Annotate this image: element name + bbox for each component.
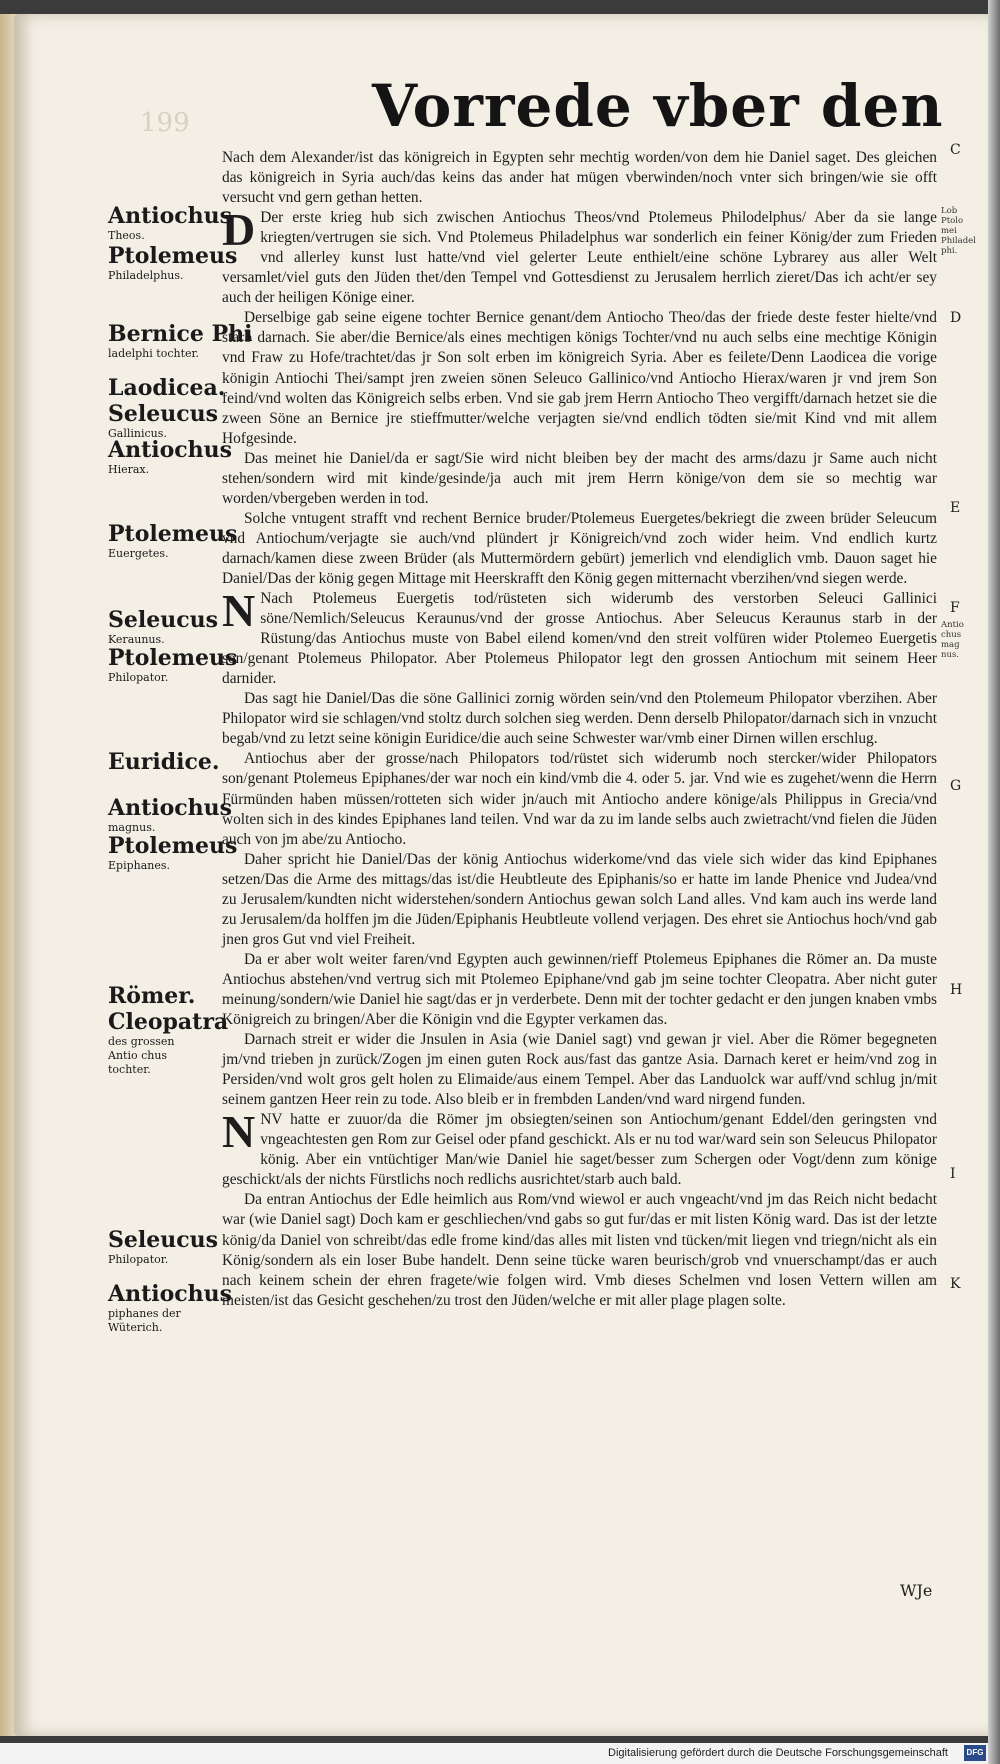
gloss-name: Cleopatra — [108, 1009, 229, 1035]
section-letter: K — [950, 1276, 961, 1292]
margin-gloss — [108, 984, 195, 1009]
gloss-name: Ptolemeus — [108, 833, 238, 859]
section-letter: I — [950, 1166, 956, 1182]
gloss-note: Epiphanes. — [108, 859, 171, 872]
gloss-name: Antiochus — [108, 437, 233, 463]
margin-gloss — [108, 322, 252, 361]
paragraph: Das sagt hie Daniel/Das die söne Gallinici zornig wörden sein/vnd den Ptolemeum Philopator vberzihen. Aber Philopator wird sie schlagen/vnd stoltz durch solchen sieg werden. Denn derselb Philopator/darnach sich in vnzucht begab/vnd zu letzt seine königin Euridice/die auch seine Schwester war/vmb einer Dirnen willen erschlug. — [222, 690, 937, 748]
paragraph: Derselbige gab seine eigene tochter Bernice genant/dem Antiocho Theo/das der friede deste fester hielte/vnd starb darnach. Sie aber/die Bernice/als eines mechtigen königs Tochter/vnd nu auch selbs eine mechtige Königin vnd Fraw zu Hofe/trachtet/das jr Son solt erben im königreich Syria. Aber es feilete/Denn Laodicea die vorige königin Antiochi Thei/sampt jren zweien sönen Seleuco Gallinico/vnd Antiocho Hierax/waren jr vnd jrem Son feind/vnd wolten das Königreich selbs erben. Vnd sie gab jrem Herrn Antiocho Theo vergifft/darnach hetzet sie die zween Söne an Bernice jre stieffmutter/welche verjagten sie/vnd endlich tödten sie/mit Kind vnd mit allem Hofgesinde. — [222, 309, 937, 447]
paragraph: Nach dem Alexander/ist das königreich in Egypten sehr mechtig worden/von dem hie Daniel saget. Des gleichen das königreich in Syria auch/das keins das ander hat mügen vberwinden/noch vnter sich bringen/wie sie offt versucht vnd gern gethan hetten. — [222, 149, 937, 207]
main-text — [222, 148, 937, 1311]
paragraph: Solche vntugent strafft vnd rechent Bernice bruder/Ptolemeus Euergetes/bekriegt die zween brüder Seleucum vnd Antiochum/verjagte sie auch/vnd plündert jr Königreich/vnd zoch wider heim. Vnd endlich kurtz darnach/kamen diese zween Brüder (als Muttermördern gebürt) jemerlich vnd elendiglich vmb. Dauon saget hie Daniel/Das der könig gegen Mittage mit Heerskrafft den König gegen mitternacht vberzihen/vnd siegen werde. — [222, 509, 937, 587]
margin-gloss — [108, 376, 225, 401]
gloss-note: Theos. — [108, 229, 145, 242]
gloss-note: Euergetes. — [108, 547, 169, 560]
page-edge — [988, 0, 1000, 1764]
gloss-name: Antiochus — [108, 1281, 233, 1307]
paragraph-text: NV hatte er zuuor/da die Römer jm obsiegten/seinen son Antiochum/genant Eddel/den geringsten vnd vngeachtesten gen Rom zur Geisel oder pfand geschickt. Als er nu tod war/ward sein son Seleucus Philopator könig. Aber ein vntüchtiger Man/wie Daniel hie saget/besser zum Schergen oder Vogt/denn zum könige geschickt/als der nichts Fürstlichs noch redlichs ausrichtet/starb auch bald. — [222, 1111, 937, 1189]
gloss-name: Bernice Phi — [108, 321, 253, 347]
margin-note-right: Lob Ptolo mei Philadel phi. — [941, 206, 976, 256]
page-title: Vorrede vber den — [372, 72, 944, 140]
gloss-note: magnus. — [108, 821, 156, 834]
drop-cap: N — [222, 1106, 256, 1158]
gloss-name: Euridice. — [108, 749, 220, 775]
margin-note-right: Antio chus mag nus. — [941, 620, 964, 660]
paragraph: Das meinet hie Daniel/da er sagt/Sie wird nicht bleiben bey der macht des arms/dazu jr Same auch nicht stehen/sondern wird mit kinde/gesinde/ja auch mit jrem Herrn könige/von dem sie so mechtig war worden/vbergeben werden in tod. — [222, 449, 937, 507]
gloss-name: Ptolemeus — [108, 645, 238, 671]
gloss-note: Hierax. — [108, 463, 150, 476]
gloss-name: Ptolemeus — [108, 243, 238, 269]
gloss-note: Keraunus. — [108, 633, 165, 646]
dfg-logo: DFG — [964, 1745, 986, 1761]
paragraph: Da er aber wolt weiter faren/vnd Egypten auch gewinnen/rieff Ptolemeus Epiphanes die Römer an. Da muste Antiochus abstehen/vnd vertrug sich mit Ptolemeo Epiphane/vnd gab jm seine tochter Cleopatra. Aber nicht guter meinung/sondern/wie Daniel hie sagt/das er jn verderbete. Denn mit der tochter gedacht er den jungen knaben vmbs Königreich zu bringen/Aber die Königin vnd die Egypter verkamen das. — [222, 950, 938, 1029]
gloss-name: Seleucus — [108, 607, 219, 633]
margin-gloss — [108, 796, 232, 835]
paragraph: Darnach streit er wider die Jnsulen in Asia (wie Daniel sagt) vnd gewan jr viel. Aber die Römer begegneten jm/vnd trieben jn zurück/Zogen jm einen guten Rock aus/fast das gantze Asia. Darnach keret er heim/vnd zog in Persiden/vnd wolt gros gelt holen zu Elimaide/aus einem Tempel. Aber das Landuolck war auff/vnd schlug jn/mit seinem gantzen Heer rein zu tode. Also bleib er in frembden Landen/vnd ward nirgend funden. — [222, 1031, 937, 1109]
margin-gloss — [108, 438, 232, 477]
margin-gloss — [108, 834, 237, 873]
gloss-name: Seleucus — [108, 401, 219, 427]
paragraph: Da entran Antiochus der Edle heimlich aus Rom/vnd wiewol er auch vngeacht/vnd jm das Reich nicht bedacht war (wie Daniel sagt) Doch kam er geschliechen/vnd gabs so gut fur/das er mit listen König ward. Das ist der letzte könig/da Daniel von schreibt/das edle frome kind/das alles mit listen vnd tücken/mit liegen vnd triegn/nicht als ein König/sondern als ein loser Bube handelt. Denn seine tücke waren beurisch/grob vnd vnuerschampt/das er auch nach keinem schein der ehren fragete/wie folgen wird. Vmb dieses Schelmen vnd losen Vettern willen am meisten/ist das Gesicht geschehen/zu trost den Jüden/welche er mit aller plage plagen solte. — [222, 1191, 937, 1309]
margin-gloss — [108, 646, 237, 685]
margin-gloss — [108, 750, 220, 775]
catchword: WJe — [900, 1581, 933, 1600]
paragraph — [222, 1106, 937, 1190]
gloss-name: Seleucus — [108, 1227, 219, 1253]
margin-gloss — [108, 1281, 233, 1335]
margin-gloss — [108, 204, 232, 243]
gloss-note: des grossen Antio chus tochter. — [108, 1035, 175, 1076]
margin-gloss — [108, 1228, 218, 1267]
section-letter: E — [950, 500, 961, 516]
paragraph — [222, 204, 937, 308]
drop-cap: N — [222, 585, 256, 637]
gloss-name: Antiochus — [108, 203, 233, 229]
section-letter: G — [950, 778, 962, 794]
gloss-note: piphanes der Wüterich. — [108, 1307, 181, 1334]
margin-gloss — [108, 402, 218, 441]
gloss-note: Philopator. — [108, 671, 169, 684]
paragraph — [222, 585, 937, 689]
gloss-note: Gallinicus. — [108, 427, 167, 440]
gloss-name: Römer. — [108, 983, 196, 1009]
section-letter: F — [950, 600, 960, 616]
margin-gloss — [108, 608, 218, 647]
margin-gloss — [108, 244, 237, 283]
digitization-credit: Digitalisierung gefördert durch die Deutsche Forschungsgemeinschaft — [0, 1743, 988, 1764]
gloss-name: Antiochus — [108, 795, 233, 821]
gloss-note: Philadelphus. — [108, 269, 184, 282]
gloss-note: ladelphi tochter. — [108, 347, 200, 360]
drop-cap: D — [222, 204, 256, 256]
gloss-name: Ptolemeus — [108, 521, 238, 547]
section-letter: D — [950, 310, 962, 326]
gloss-name: Laodicea. — [108, 375, 226, 401]
margin-gloss — [108, 1009, 229, 1077]
gloss-note: Philopator. — [108, 1253, 169, 1266]
paragraph-text: Nach Ptolemeus Euergetis tod/rüsteten sich widerumb des verstorben Seleuci Gallinici söne/Nemlich/Seleucus Keraunus/vnd der grosse Antiochus. Aber Seleucus Keraunus starb in der Rüstung/das Antiochus muste von Babel eilend komen/vnd den streit volfüren wider Ptolemeo Euergetis son/genant Ptolemeus Philopator. Aber Ptolemeus Philopator legt den grossen Antiochum mit seinem Heer darnider. — [222, 590, 937, 688]
paragraph-text: Der erste krieg hub sich zwischen Antiochus Theos/vnd Ptolemeus Philodelphus/ Aber da sie lange kriegten/vertrugen sie sich. Vnd Ptolemeus Philadelphus war sonderlich ein feiner König/der zum Frieden vnd allerley kunst lust hatte/vnd viel gelerter Leute enthielt/eine schöne Lybrarey aus aller Welt versamlet/viel guts den Jüden thet/den Tempel vnd Gottesdienst zu Jerusalem herrlich zieret/Das ich acht/er sey auch der heiligen Könige einer. — [222, 209, 937, 307]
margin-gloss — [108, 522, 237, 561]
paragraph: Antiochus aber der grosse/nach Philopators tod/rüstet sich widerumb noch stercker/wider Philopators son/genant Ptolemeus Epiphanes/der war noch ein kind/vmb die 4. oder 5. jar. Vnd wie es zugehet/wenn die Herrn Fürmünden haben müssen/rotteten sich wider jn/auch mit Antiocho andere könige/als Philippus in Grecia/vnd wolten sich in des kindes Epiphanes land teilen. Vnd war da zu im lande selbs auch zwietracht/vnd fielen die Jüden auch von jm abe/zu Antiocho. — [222, 750, 937, 848]
section-letter: C — [950, 142, 961, 158]
paragraph: Daher spricht hie Daniel/Das der könig Antiochus widerkome/vnd das viele sich wider das kind Epiphanes setzen/Das die Arme des mittags/das ist/die Heubtleute des Epiphanis/so er hatte im lande Phenice vnd Judea/vnd zu Jerusalem/kundten nicht widerstehen/sondern Antiochus gewan solch Land alles. Vnd kam auch ins werde land zu Jerusalem/da holffen jm die Jüden/Epiphanis Heubtleute vollend verjagen. Des ehret sie Antiochus hoch/vnd gab jnen gros Gut vnd viel Freiheit. — [222, 850, 937, 948]
section-letter: H — [950, 982, 963, 998]
page-number: 199 — [140, 108, 190, 138]
